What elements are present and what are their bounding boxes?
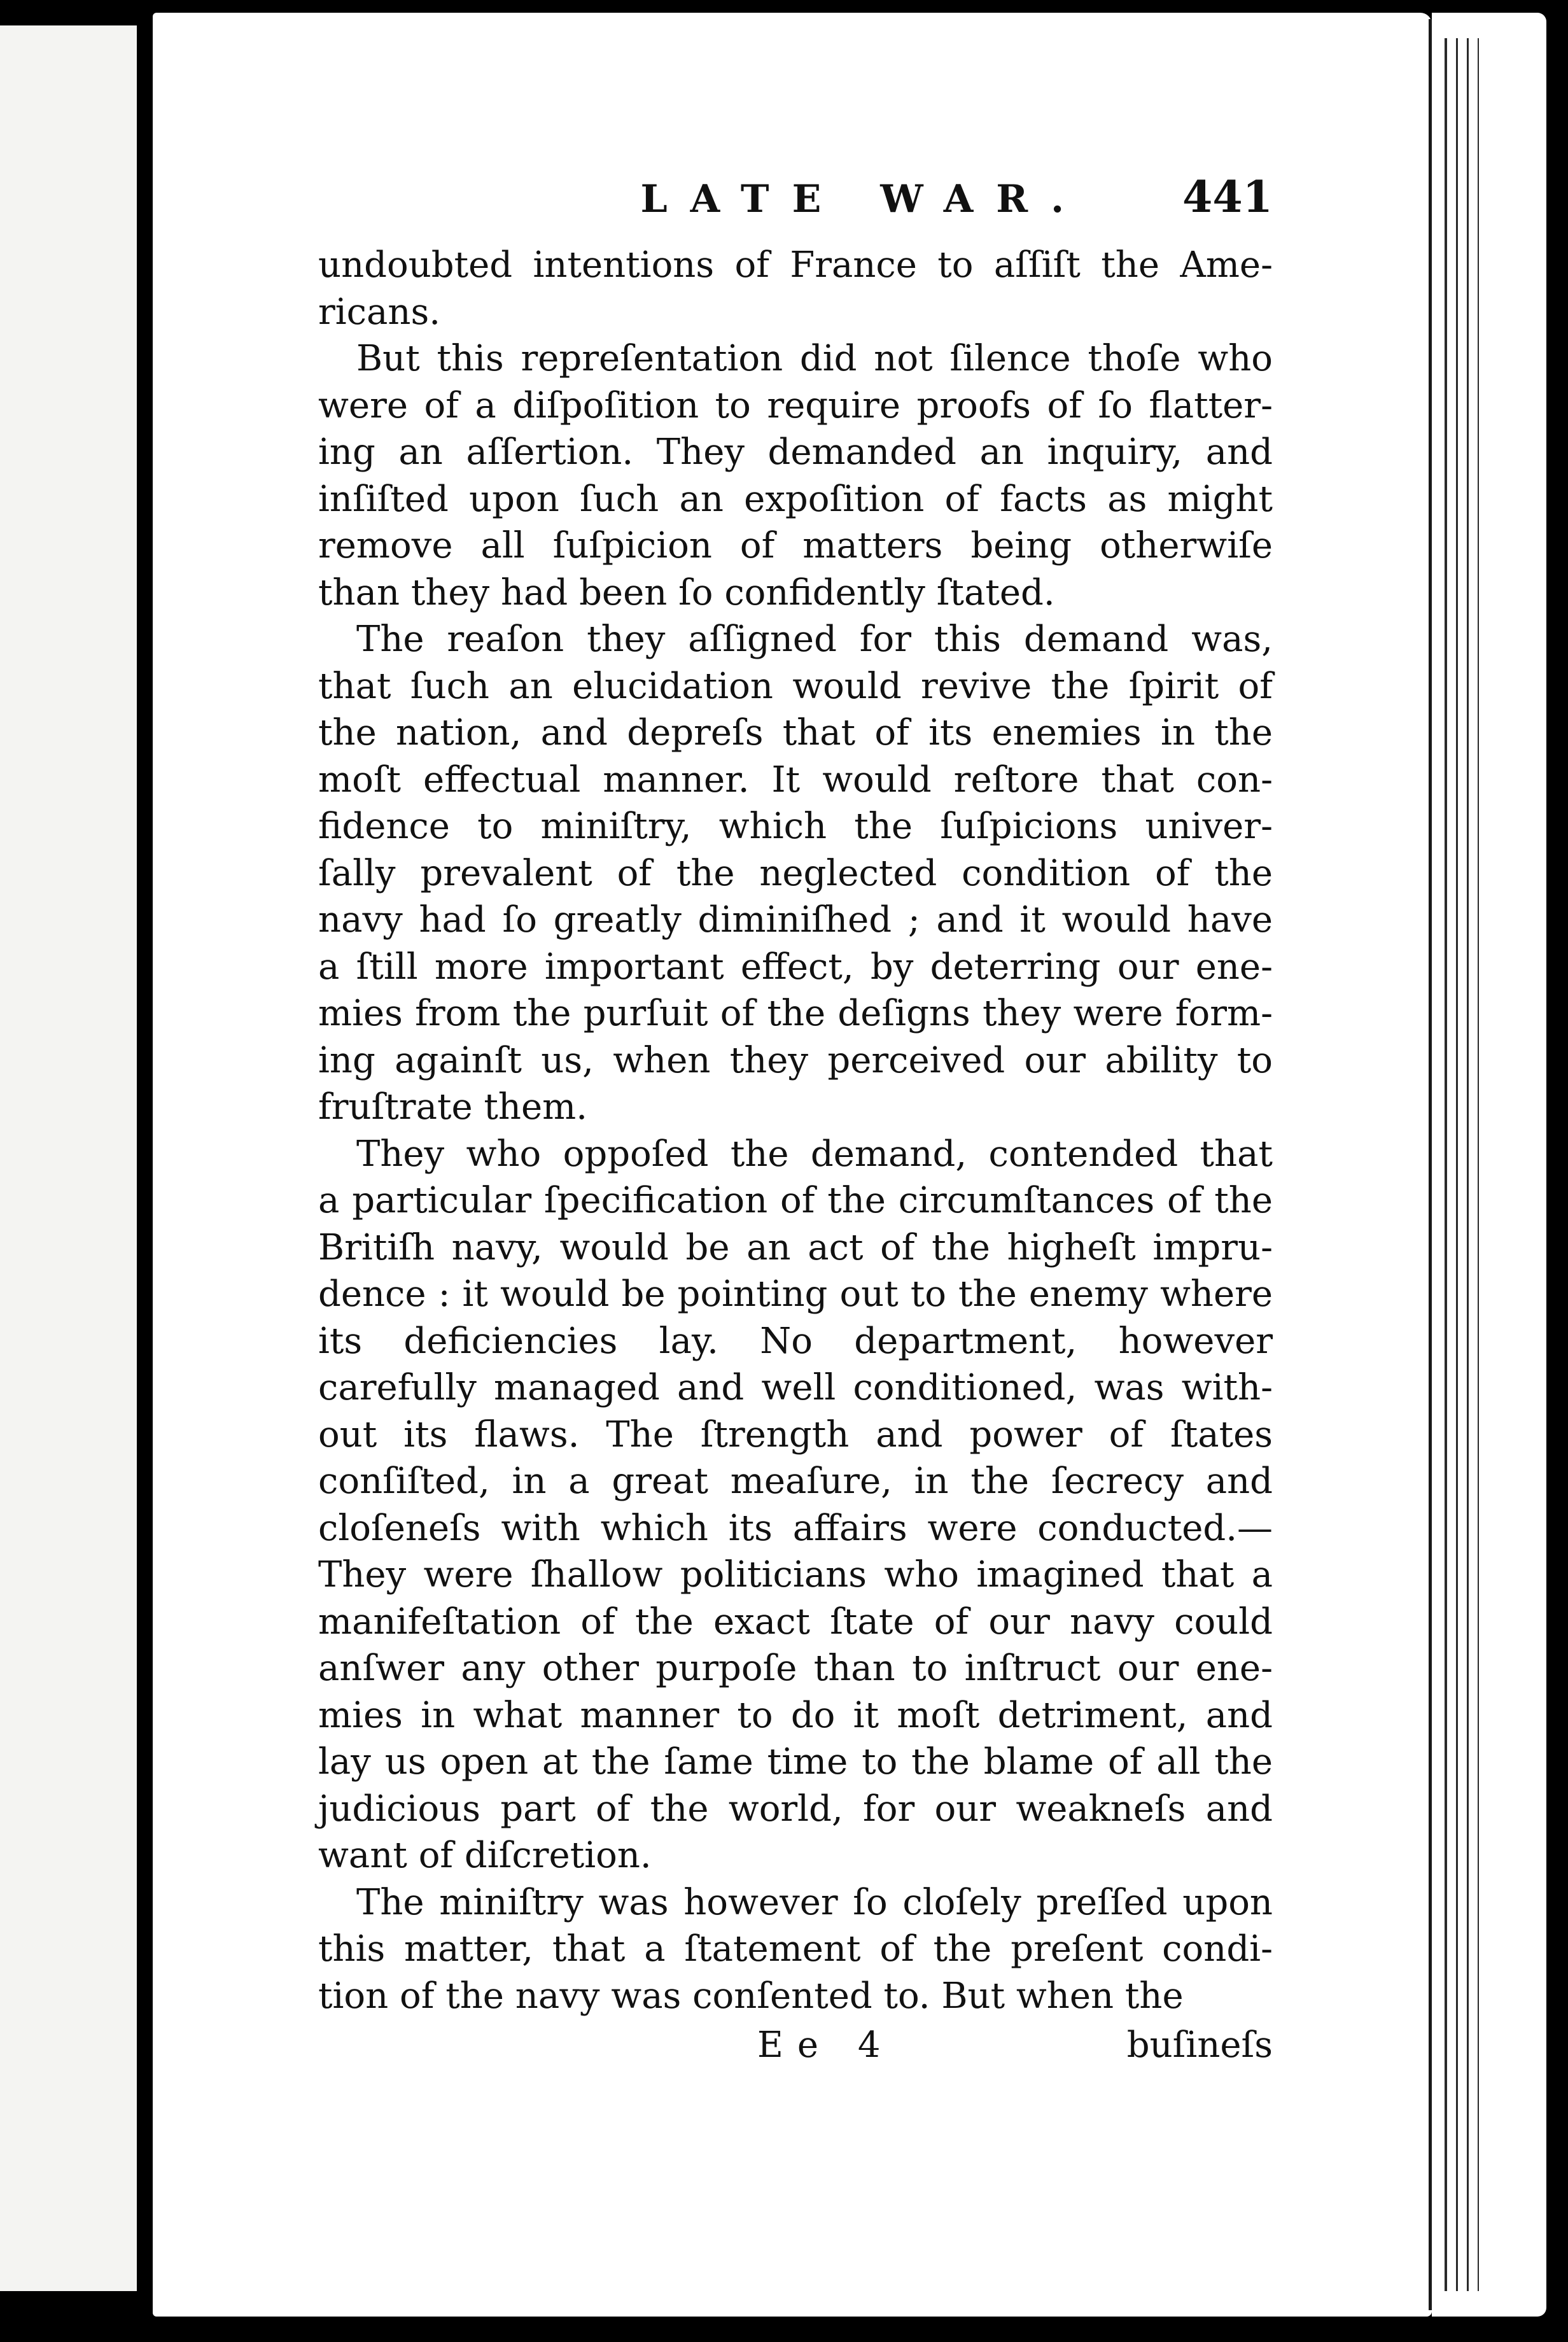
paragraph [318,1879,1273,2020]
text-line: fruſtrate them. [318,1086,588,1128]
leaf-line [1467,38,1469,2291]
text-line: The reaſon they aſſigned for this demand was, [356,619,1273,660]
leaf-line [1456,38,1458,2291]
leaf-line [1478,38,1479,2291]
text-line: a ſtill more important effect, by deterring our ene- [318,946,1273,988]
body-text [318,242,1273,2019]
text-line: The miniſtry was however ſo cloſely preſſed upon [356,1881,1273,1923]
text-line: want of diſcretion. [318,1835,652,1876]
paragraph [318,616,1273,1131]
text-line: out its flaws. The ſtrength and power of ſtates [318,1413,1273,1455]
text-line: cloſeneſs with which its affairs were conducted.— [318,1507,1273,1549]
text-line: the nation, and depreſs that of its enemies in the [318,712,1273,754]
text-line: navy had ſo greatly diminiſhed ; and it would have [318,899,1273,941]
text-line: that ſuch an elucidation would revive the ſpirit of [318,665,1273,707]
text-line: anſwer any other purpoſe than to inſtruct our ene- [318,1648,1273,1689]
text-line: dence : it would be pointing out to the enemy where [318,1273,1273,1315]
leaf-line [1445,38,1447,2291]
paragraph [318,1131,1273,1879]
catchword: buſineſs [1126,2024,1273,2066]
paragraph [318,335,1273,616]
text-line: inſiſted upon ſuch an expoſition of facts as might [318,478,1273,520]
page-text-block [318,172,1273,2066]
text-line: They who oppoſed the demand, contended that [356,1133,1273,1175]
text-line: ing againſt us, when they perceived our ability to [318,1039,1273,1081]
text-line: But this repreſentation did not ſilence thoſe who [356,338,1273,379]
text-line: judicious part of the world, for our weakneſs and [318,1788,1273,1830]
page-leaves-edge [1432,13,1546,2317]
page-footer [318,2024,1273,2066]
text-line: lay us open at the ſame time to the blame of all the [318,1741,1273,1783]
text-line: manifeſtation of the exact ſtate of our navy could [318,1601,1273,1643]
text-line: conſiſted, in a great meaſure, in the ſecrecy and [318,1461,1273,1502]
text-line: fidence to miniſtry, which the ſuſpicions univer- [318,806,1273,847]
text-line: mies from the purſuit of the deſigns they were form- [318,993,1273,1034]
text-line: were of a diſpoſition to require proofs of ſo flatter- [318,384,1273,426]
text-line: tion of the navy was conſented to. But when the [318,1975,1184,2017]
text-line: mies in what manner to do it moſt detriment, and [318,1694,1273,1736]
page-number: 441 [1182,172,1273,223]
running-title: LATE WAR. [640,177,1088,221]
running-head [318,172,1273,229]
text-line: remove all ſuſpicion of matters being otherwiſe [318,525,1273,566]
text-line: this matter, that a ſtatement of the preſent condi- [318,1928,1273,1970]
text-line: than they had been ſo confidently ſtated. [318,571,1055,614]
text-line: its deficiencies lay. No department, however [318,1320,1273,1362]
text-line: ing an aſſertion. They demanded an inquiry, and [318,431,1273,473]
paragraph [318,242,1273,335]
signature-mark: Ee 4 [757,2024,895,2066]
text-line: ſally prevalent of the neglected condition of the [318,852,1273,894]
facing-page-edge [0,25,137,2291]
text-line: ricans. [318,291,441,333]
text-line: Britiſh navy, would be an act of the higheſt impru- [318,1226,1273,1268]
text-line: They were ſhallow politicians who imagined that a [318,1554,1273,1595]
text-line: undoubted intentions of France to aſſiſt the Ame- [318,244,1273,286]
text-line: carefully managed and well conditioned, was with- [318,1367,1273,1408]
text-line: moſt effectual manner. It would reſtore that con- [318,759,1273,801]
text-line: a particular ſpecification of the circumſtances of the [318,1180,1273,1221]
